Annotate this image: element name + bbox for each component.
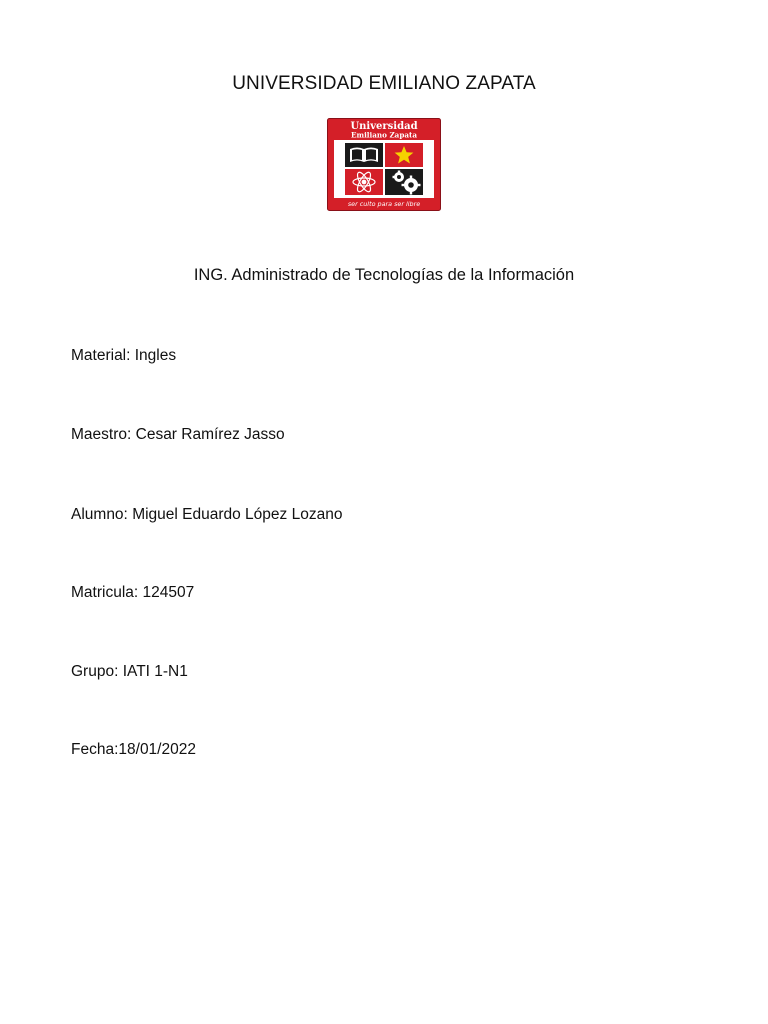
field-value: Miguel Eduardo López Lozano xyxy=(132,506,343,523)
logo-motto: ser culto para ser libre xyxy=(347,200,421,208)
logo-line1: Universidad xyxy=(350,121,418,132)
field-alumno xyxy=(71,506,342,524)
field-material xyxy=(71,347,176,365)
field-grupo xyxy=(71,663,188,681)
field-value: Ingles xyxy=(134,347,177,364)
field-matricula xyxy=(71,584,194,602)
book-icon xyxy=(350,148,378,163)
field-label: Matricula: xyxy=(71,584,139,601)
logo-line2: Emiliano Zapata xyxy=(350,130,418,140)
field-label: Alumno: xyxy=(71,506,128,523)
university-logo xyxy=(327,118,441,211)
field-value: IATI 1-N1 xyxy=(122,663,188,680)
career-name: ING. Administrado de Tecnologías de la Información xyxy=(193,266,575,284)
field-label: Grupo: xyxy=(71,663,119,680)
field-label: Fecha: xyxy=(71,741,119,758)
field-label: Material: xyxy=(71,347,131,364)
field-fecha xyxy=(71,741,196,759)
field-value: Cesar Ramírez Jasso xyxy=(135,426,285,443)
field-maestro xyxy=(71,426,285,444)
university-title: UNIVERSIDAD EMILIANO ZAPATA xyxy=(232,73,536,94)
field-label: Maestro: xyxy=(71,426,132,443)
field-value: 124507 xyxy=(142,584,195,601)
field-value: 18/01/2022 xyxy=(118,741,196,758)
